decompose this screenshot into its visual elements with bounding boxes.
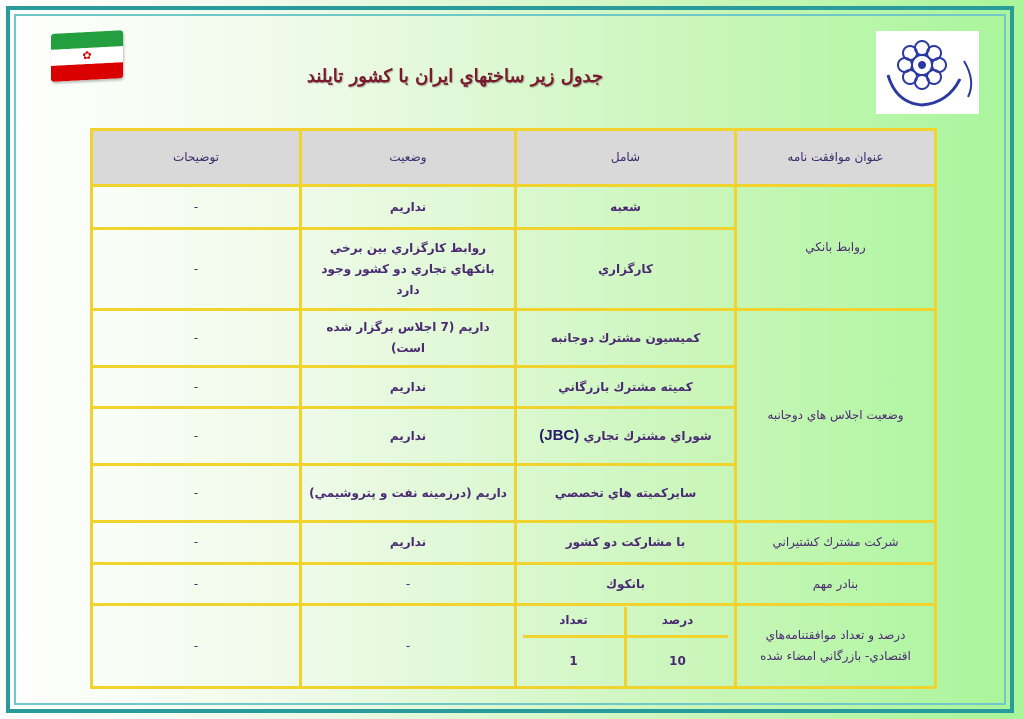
status-cell: - [301, 564, 516, 605]
jbc-abbreviation: (JBC) [539, 427, 580, 444]
notes-cell: - [92, 186, 301, 229]
percent-value: 10 [626, 637, 729, 686]
status-cell: نداريم [301, 408, 516, 465]
includes-cell: شعبه [516, 186, 736, 229]
includes-cell: كارگزاري [516, 229, 736, 310]
agreements-subtable [523, 607, 728, 686]
group-cell: شركت مشترك كشتيراني [736, 522, 936, 564]
includes-cell: با مشاركت دو كشور [516, 522, 736, 564]
includes-cell: بانكوك [516, 564, 736, 605]
status-cell: نداريم [301, 186, 516, 229]
group-cell: روابط بانكي [736, 186, 936, 310]
group-cell: وضعيت اجلاس هاي دوجانبه [736, 310, 936, 522]
header-notes: توضيحات [92, 130, 301, 186]
status-cell: نداريم [301, 367, 516, 408]
header-agreement-title: عنوان موافقت نامه [736, 130, 936, 186]
notes-cell: - [92, 564, 301, 605]
status-cell: نداريم [301, 522, 516, 564]
percent-label: درصد [626, 607, 729, 637]
notes-cell: - [92, 367, 301, 408]
table-row [92, 605, 936, 688]
table-row [92, 186, 936, 229]
notes-cell: - [92, 408, 301, 465]
agreements-subtable-cell [516, 605, 736, 688]
notes-cell: - [92, 605, 301, 688]
status-cell: داريم (7 اجلاس برگزار شده است) [301, 310, 516, 367]
group-cell: درصد و تعداد موافقتنامه‌هاي اقتصادي- بازرگاني امضاء شده [736, 605, 936, 688]
includes-cell: كميته مشترك بازرگاني [516, 367, 736, 408]
notes-cell: - [92, 310, 301, 367]
table-header-row [92, 130, 936, 186]
table-row [92, 522, 936, 564]
includes-cell [516, 408, 736, 465]
includes-cell: سايركميته هاي تخصصي [516, 465, 736, 522]
notes-cell: - [92, 229, 301, 310]
table-row [92, 310, 936, 367]
notes-cell: - [92, 522, 301, 564]
includes-cell: كميسيون مشترك دوجانبه [516, 310, 736, 367]
status-cell: داريم (درزمينه نفت و پتروشيمي) [301, 465, 516, 522]
iran-flag-icon: ✿ [51, 30, 123, 82]
relations-table [90, 128, 937, 689]
group-cell: بنادر مهم [736, 564, 936, 605]
count-label: تعداد [523, 607, 626, 637]
header-includes: شامل [516, 130, 736, 186]
table-row [92, 564, 936, 605]
status-cell: - [301, 605, 516, 688]
trade-promotion-logo [876, 31, 979, 114]
includes-text: شوراي مشترك تجاري [583, 429, 712, 443]
notes-cell: - [92, 465, 301, 522]
page-title: جدول زير ساختهاي ايران با كشور تايلند [306, 66, 604, 87]
header-status: وضعيت [301, 130, 516, 186]
status-cell: روابط كارگزاري بين برخي بانكهاي تجاري دو كشور وجود دارد [301, 229, 516, 310]
count-value: 1 [523, 637, 626, 686]
